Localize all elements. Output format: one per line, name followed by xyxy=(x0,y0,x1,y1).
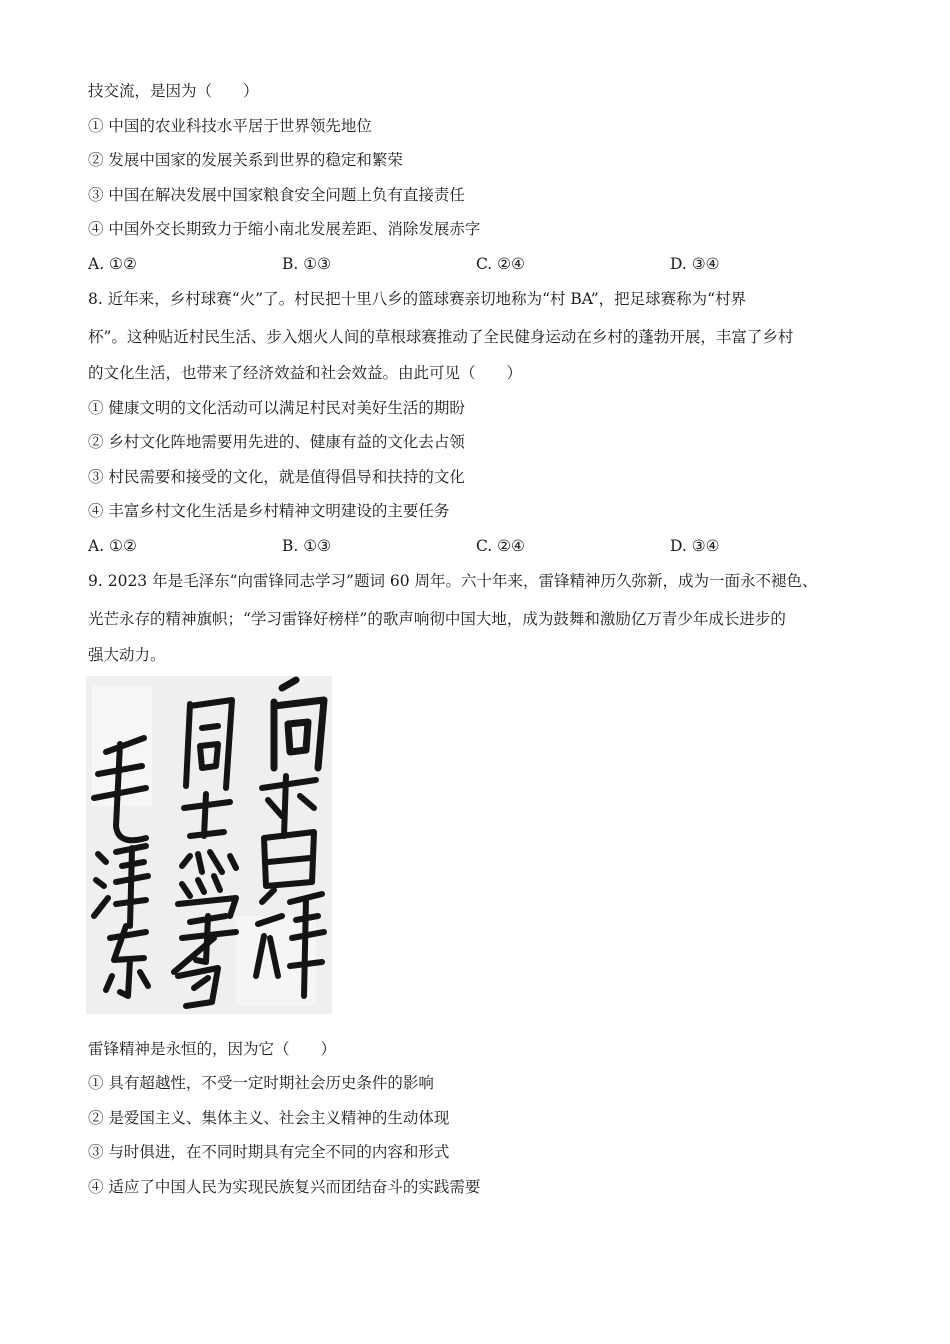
q8-option-a[interactable]: A. ①② xyxy=(88,537,137,555)
q8-stem-line-3: 的文化生活，也带来了经济效益和社会效益。由此可见（ ） xyxy=(88,364,523,382)
q7-item-4: ④ 中国外交长期致力于缩小南北发展差距、消除发展赤字 xyxy=(88,220,481,238)
q7-option-b[interactable]: B. ①③ xyxy=(282,255,332,273)
q7-option-d[interactable]: D. ③④ xyxy=(670,255,720,273)
q8-option-c[interactable]: C. ②④ xyxy=(476,537,525,555)
calligraphy-strokes xyxy=(86,676,332,1014)
q8-item-1: ① 健康文明的文化活动可以满足村民对美好生活的期盼 xyxy=(88,399,465,417)
q9-item-4: ④ 适应了中国人民为实现民族复兴而团结奋斗的实践需要 xyxy=(88,1178,481,1196)
q8-item-4: ④ 丰富乡村文化生活是乡村精神文明建设的主要任务 xyxy=(88,502,450,520)
calligraphy-image xyxy=(86,676,332,1014)
q7-item-3: ③ 中国在解决发展中国家粮食安全问题上负有直接责任 xyxy=(88,186,465,204)
q9-item-3: ③ 与时俱进，在不同时期具有完全不同的内容和形式 xyxy=(88,1143,450,1161)
q7-option-a[interactable]: A. ①② xyxy=(88,255,137,273)
q8-option-d[interactable]: D. ③④ xyxy=(670,537,720,555)
q7-stem-tail: 技交流，是因为（ ） xyxy=(88,82,259,100)
q7-item-2: ② 发展中国家的发展关系到世界的稳定和繁荣 xyxy=(88,151,403,169)
q8-stem-line-2: 杯”。这种贴近村民生活、步入烟火人间的草根球赛推动了全民健身运动在乡村的蓬勃开展，丰富了乡村 xyxy=(88,328,794,346)
q8-item-2: ② 乡村文化阵地需要用先进的、健康有益的文化去占领 xyxy=(88,433,465,451)
q9-question: 雷锋精神是永恒的，因为它（ ） xyxy=(88,1040,337,1058)
q8-stem-line-1: 8. 近年来，乡村球赛“火”了。村民把十里八乡的篮球赛亲切地称为“村 BA”，把足球赛称为“村界 xyxy=(88,290,747,308)
q7-option-c[interactable]: C. ②④ xyxy=(476,255,525,273)
q9-item-2: ② 是爱国主义、集体主义、社会主义精神的生动体现 xyxy=(88,1109,450,1127)
q8-item-3: ③ 村民需要和接受的文化，就是值得倡导和扶持的文化 xyxy=(88,468,465,486)
q7-item-1: ① 中国的农业科技水平居于世界领先地位 xyxy=(88,117,372,135)
q9-stem-line-1: 9. 2023 年是毛泽东“向雷锋同志学习”题词 60 周年。六十年来，雷锋精神历久弥新，成为一面永不褪色、 xyxy=(88,572,818,590)
q8-option-b[interactable]: B. ①③ xyxy=(282,537,332,555)
q9-stem-line-2: 光芒永存的精神旗帜；“学习雷锋好榜样”的歌声响彻中国大地，成为鼓舞和激励亿万青少年成长进步的 xyxy=(88,610,786,628)
q9-item-1: ① 具有超越性，不受一定时期社会历史条件的影响 xyxy=(88,1074,434,1092)
q8-options xyxy=(88,535,868,557)
q7-options xyxy=(88,253,868,275)
q9-stem-line-3: 强大动力。 xyxy=(88,646,166,664)
